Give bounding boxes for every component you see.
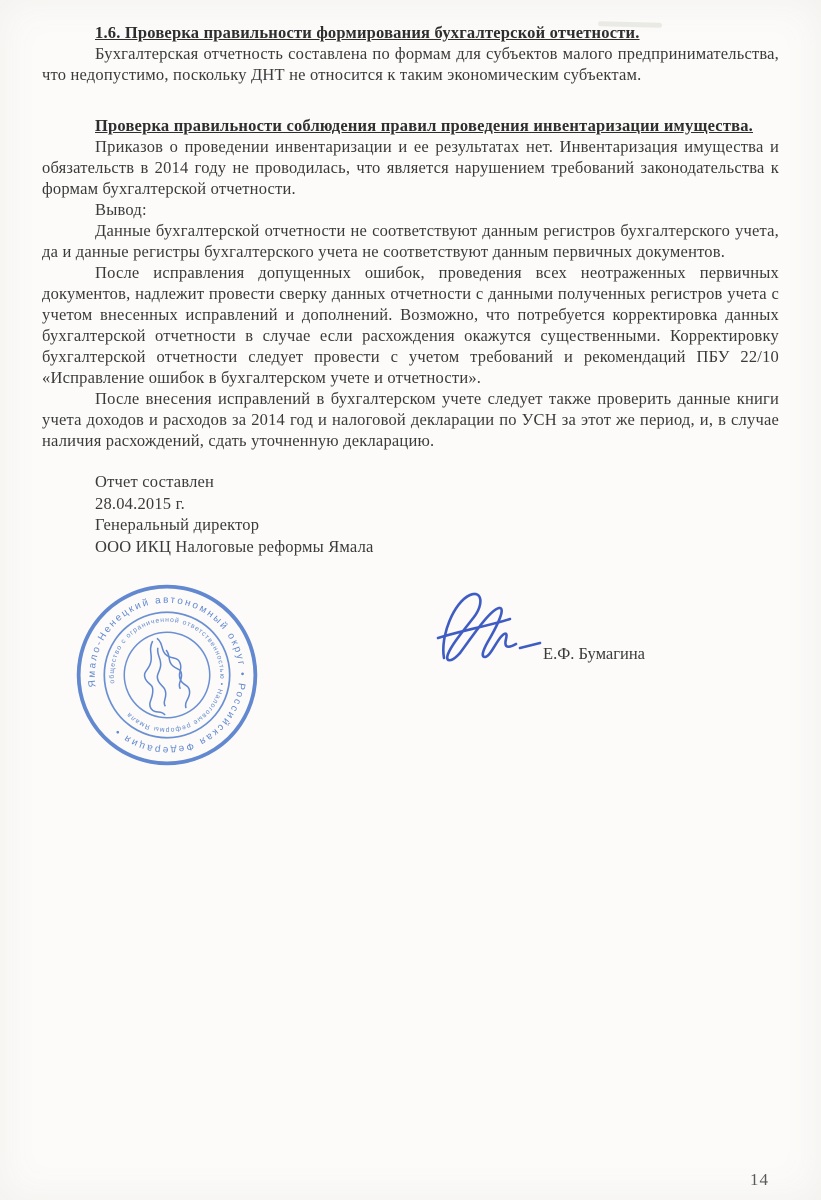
handwritten-signature [428,586,546,672]
stamp-emblem-circle [117,625,217,725]
paragraph-usn-declaration: После внесения исправлений в бухгалтерском учете следует также проверить данные книги учета доходов и расходов за 2014 год и налоговой декларации по УСН за этот же период, и, в случае наличия расхождений, сдать уточненную декларацию. [42,389,779,450]
yamal-map-emblem [138,634,194,718]
stamp-outer-ring-text: Ямало-Ненецкий автономный округ • Российская Федерация • [86,594,248,756]
signer-title: Генеральный директор [95,515,260,534]
document-body [42,22,779,557]
stamp-inner-ring-text: общество с ограниченной ответственностью • Налоговые реформы Ямала [108,616,226,734]
section-heading-inventory-check: Проверка правильности соблюдения правил проведения инвентаризации имущества. [95,116,754,135]
signature-stroke-cross [438,619,510,638]
report-date: 28.04.2015 г. [95,493,186,513]
company-name: ООО ИКЦ Налоговые реформы Ямала [95,536,374,556]
stamp-outer-inner-line [93,601,240,748]
company-round-stamp [56,564,279,787]
conclusion-label: Вывод: [95,200,147,219]
signer-name: Е.Ф. Бумагина [543,644,645,663]
paragraph-inventory: Приказов о проведении инвентаризации и ее результатах нет. Инвентаризация имущества и обязательств в 2014 году не проводилась, что является нарушением требований законодательства к формам бухгалтерской отчетности. [42,137,779,198]
paragraph-corrections: После исправления допущенных ошибок, проведения всех неотраженных первичных документов, надлежит провести сверку данных отчетности с данными полученных регистров учета с учетом внесенных исправлений и дополнений. Возможно, что потребуется корректировка данных бухгалтерской отчетности в случае если расхождения окажутся существенными. Корректировку бухгалтерской отчетности следует провести с учетом требований и рекомендаций ПБУ 22/10 «Исправление ошибок в бухгалтерском учете и отчетности». [42,263,779,387]
page-number: 14 [750,1170,769,1189]
report-composed-line: Отчет составлен [95,472,215,491]
signature-block [42,471,779,557]
signature-stroke-squiggle [460,608,516,657]
paragraph-accounting-forms: Бухгалтерская отчетность составлена по формам для субъектов малого предпринимательства, что недопустимо, поскольку ДНТ не относится к таким экономическим субъектам. [42,44,779,84]
signature-stroke-dash [520,643,540,648]
section-heading-1-6: 1.6. Проверка правильности формирования бухгалтерской отчетности. [95,23,640,42]
stamp-outer-circle [63,571,270,778]
paragraph-conclusion-mismatch: Данные бухгалтерской отчетности не соответствуют данным регистров бухгалтерского учета, да и данные регистры бухгалтерского учета не соответствуют данным первичных документов. [42,221,779,261]
signature-stroke-loop [443,594,480,660]
